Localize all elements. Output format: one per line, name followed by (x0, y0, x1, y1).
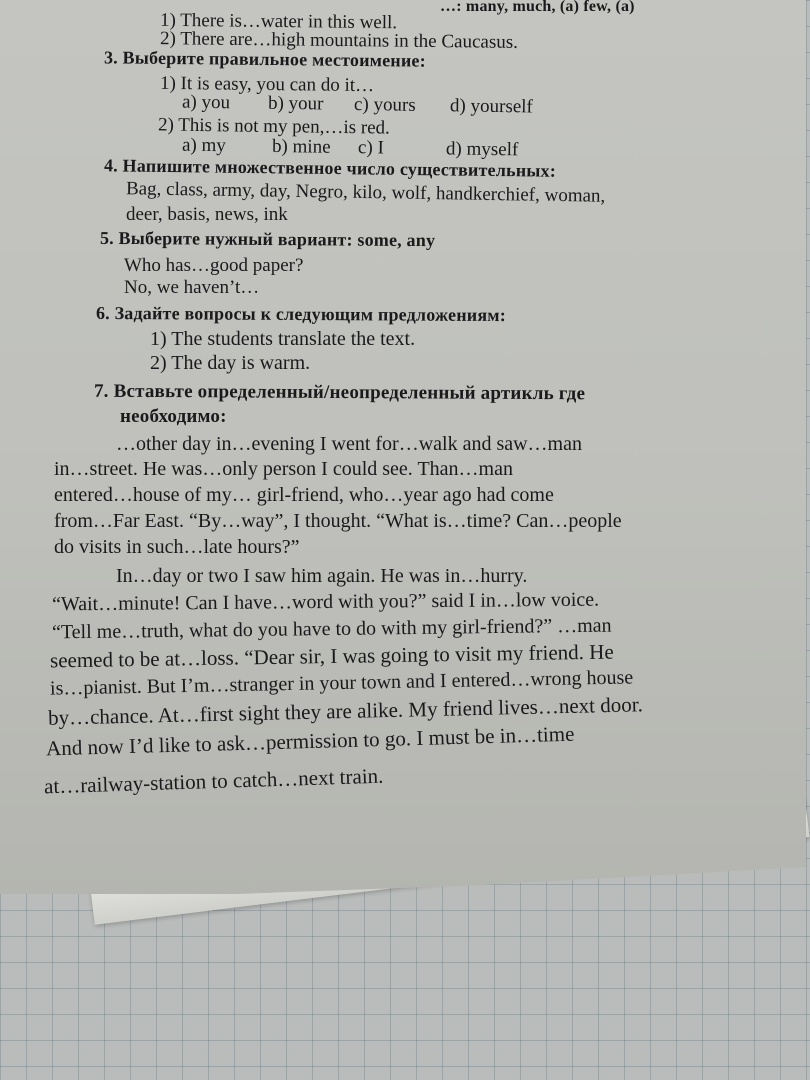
q4-title: 4. Напишите множественное число существительных: (103, 155, 557, 181)
q7-text-line: seemed to be at…loss. “Dear sir, I was going to visit my friend. He (49, 639, 614, 673)
option-a: a) my (181, 134, 226, 157)
header-fragment: …: many, much, (a) few, (a) (440, 0, 635, 15)
q5-title: 5. Выберите нужный вариант: some, any (99, 227, 436, 251)
q7-text-line: …other day in…evening I went for…walk and saw…man (116, 433, 582, 455)
q5-line-2: No, we haven’t… (124, 277, 260, 298)
q6-item-1: 1) The students translate the text. (150, 328, 416, 350)
q7-title-line-2: необходимо: (120, 406, 227, 427)
q4-line-2: deer, basis, news, ink (126, 204, 288, 225)
q7-text-line: is…pianist. But I’m…stranger in your town and I entered…wrong house (49, 666, 634, 700)
q7-text-line: “Wait…minute! Can I have…word with you?” said I in…low voice. (51, 588, 600, 616)
option-c: c) yours (353, 93, 416, 116)
q7-text-line: And now I’d like to ask…permission to go. I must be in…time (45, 721, 575, 761)
option-b: b) your (267, 92, 324, 115)
q7-text-line: at…railway-station to catch…next train. (43, 763, 384, 799)
q5-line-1: Who has…good paper? (124, 255, 304, 276)
q6-title: 6. Задайте вопросы к следующим предложениям: (95, 302, 507, 326)
option-a: a) you (181, 91, 231, 114)
option-b: b) mine (271, 135, 331, 158)
option-d: d) yourself (449, 95, 533, 118)
q7-text-line: by…chance. At…first sight they are alike. My friend lives…next door. (47, 692, 644, 730)
q6-item-2: 2) The day is warm. (150, 352, 311, 374)
q7-title-line-1: 7. Вставьте определенный/неопределенный артикль где (93, 380, 586, 405)
q7-text-line: from…Far East. “By…way”, I thought. “What is…time? Can…people (54, 510, 622, 532)
q2-item-2: 2) There are…high mountains in the Caucasus. (159, 28, 519, 53)
q7-text-line: “Tell me…truth, what do you have to do with my girl-friend?” …man (51, 614, 612, 644)
option-d: d) myself (445, 138, 519, 161)
option-c: c) I (357, 137, 384, 159)
q3-item-1-options (182, 92, 533, 119)
q7-text-line: do visits in such…late hours?” (54, 536, 300, 558)
q7-text-line: In…day or two I saw him again. He was in…hurry. (116, 565, 528, 587)
q7-text-line: in…street. He was…only person I could see. Than…man (54, 458, 513, 480)
q4-line-1: Bag, class, army, day, Negro, kilo, wolf, handkerchief, woman, (125, 178, 606, 207)
q3-item-2: 2) This is not my pen,…is red. (157, 114, 391, 139)
q3-title: 3. Выберите правильное местоимение: (103, 47, 426, 71)
q2-item-1: 1) There is…water in this well. (159, 9, 398, 34)
q3-item-1: 1) It is easy, you can do it… (159, 72, 375, 97)
q7-text-line: entered…house of my… girl-friend, who…year ago had come (54, 484, 554, 506)
